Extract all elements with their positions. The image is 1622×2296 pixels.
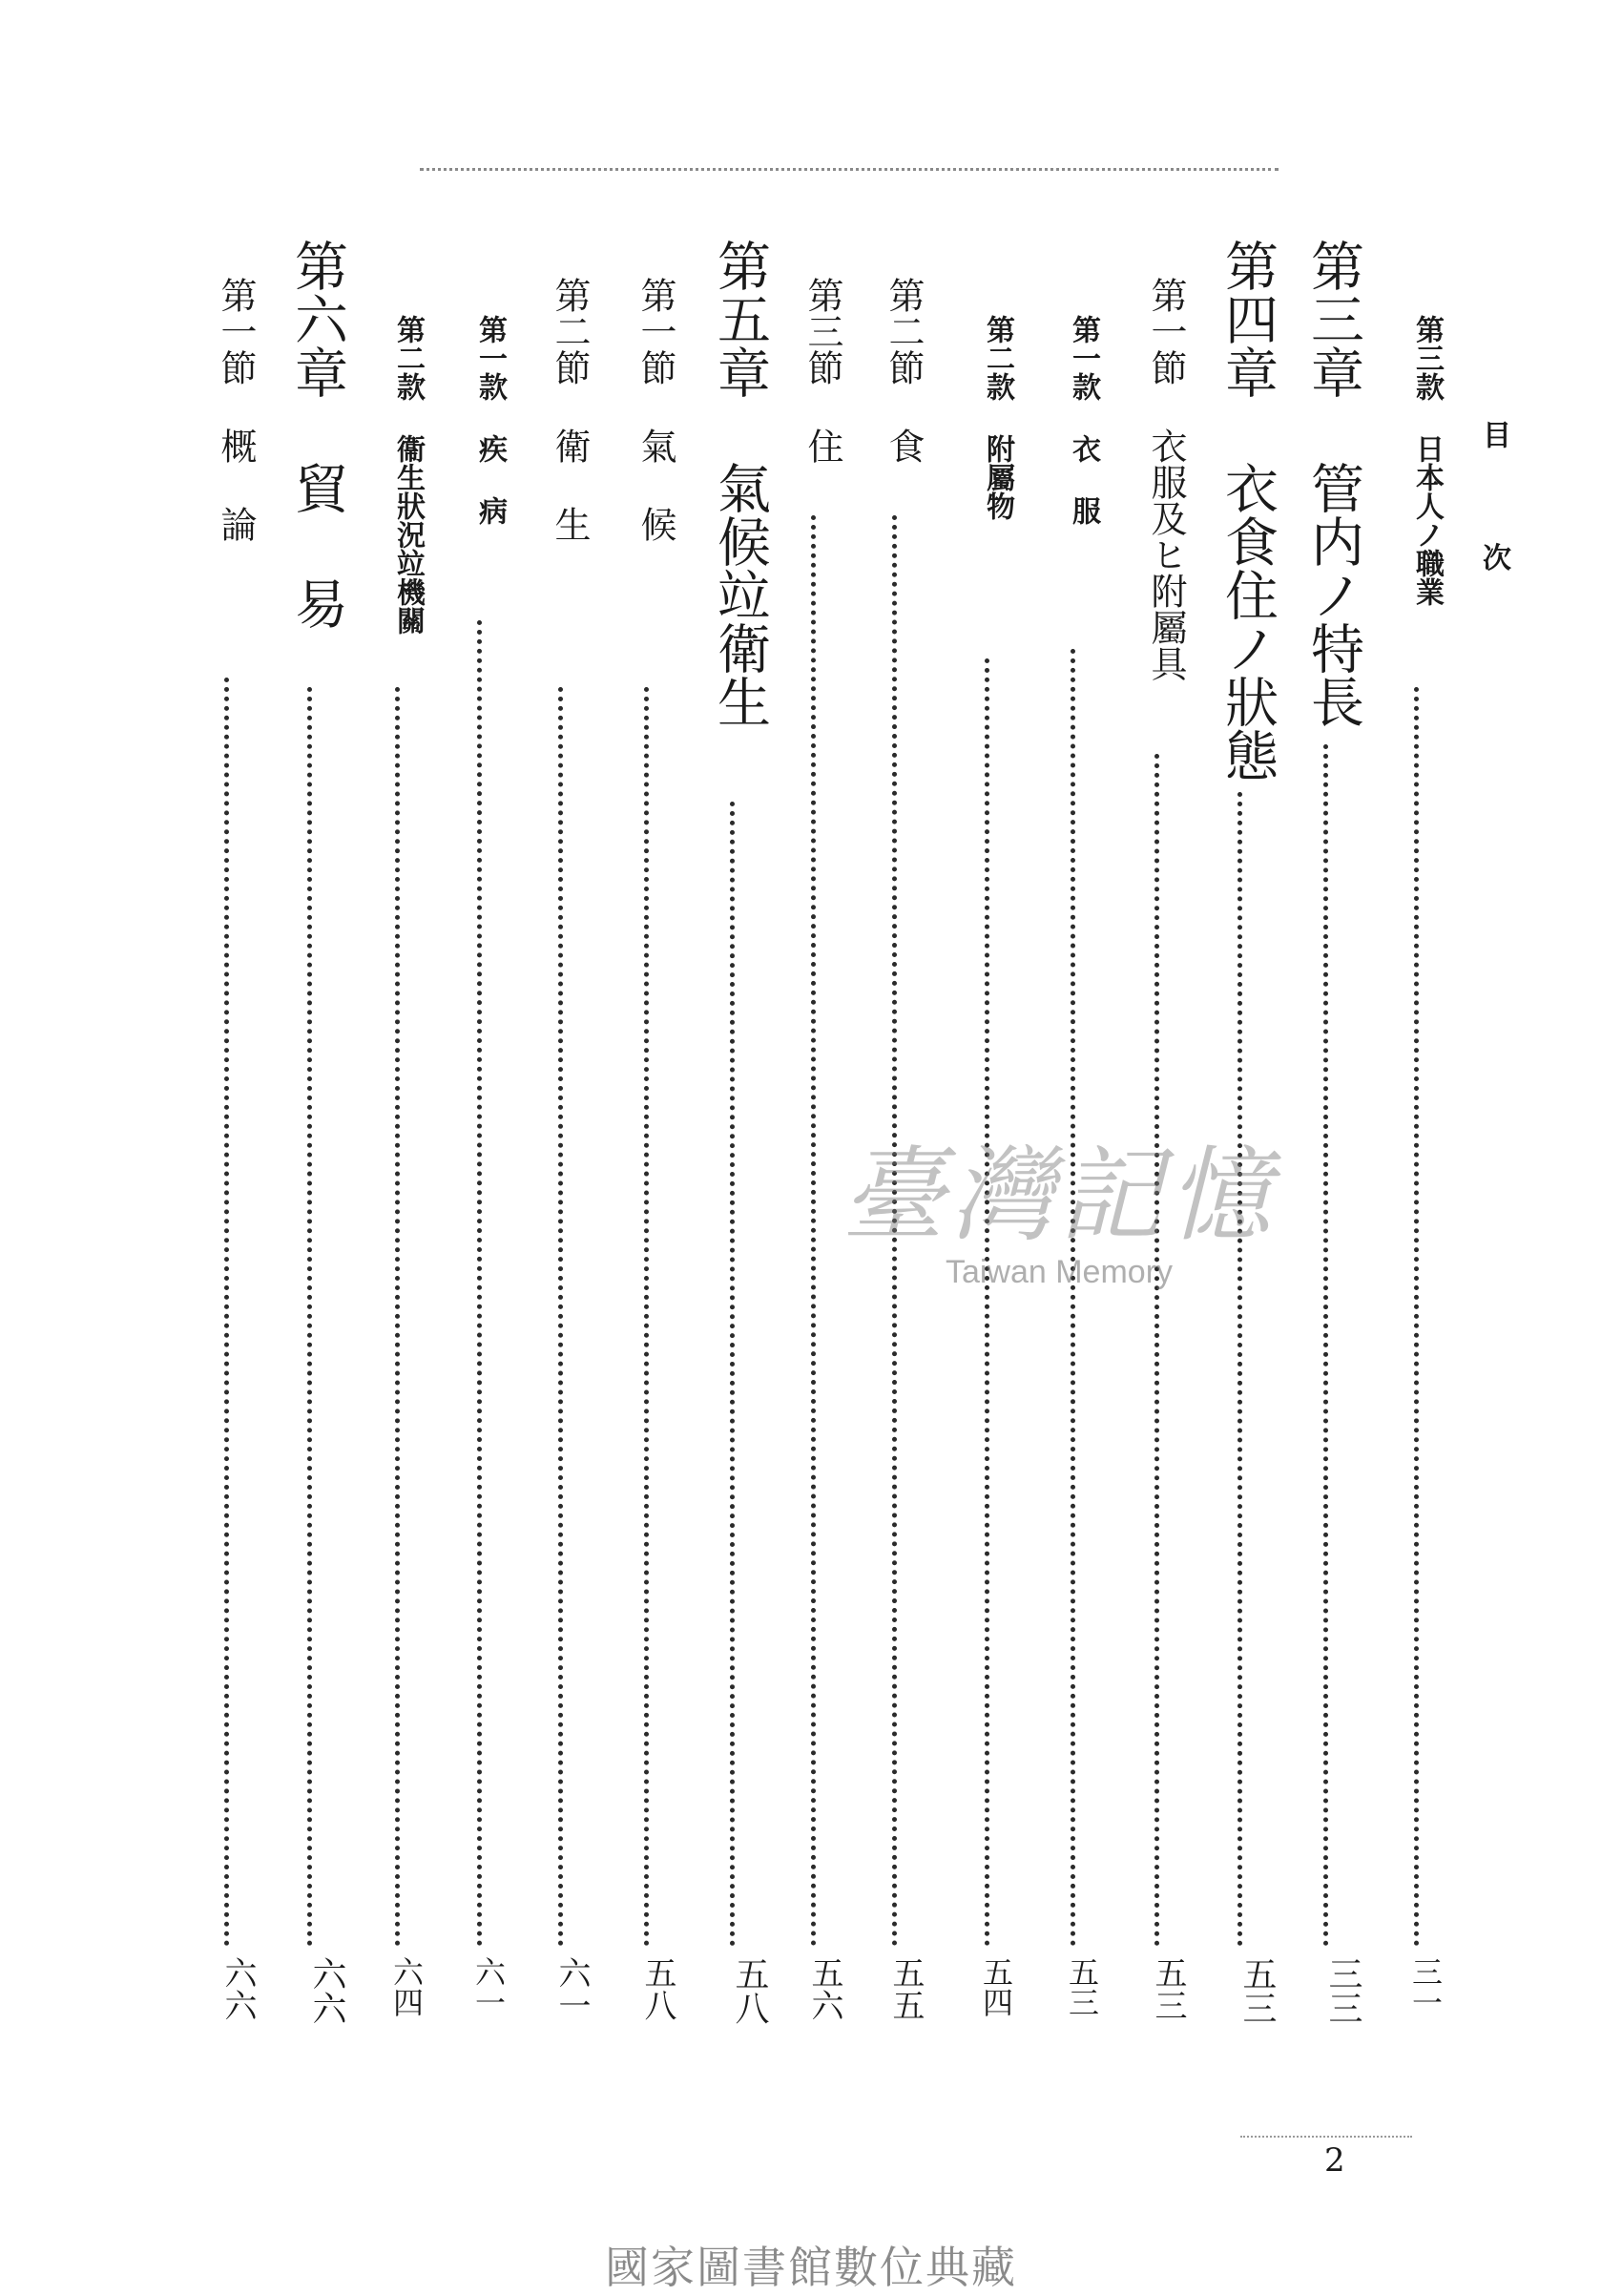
toc-entry-page: 五五 [886, 1956, 925, 2021]
page-number: 2 [1324, 2141, 1345, 2180]
toc-entry-page: 五八 [730, 1956, 769, 2025]
watermark-en-text: Taiwan Memory [945, 1254, 1174, 1290]
dot-leader [395, 687, 400, 1947]
toc-entry-label: 第三款 日本人ノ職業 [1410, 315, 1444, 606]
dot-leader [307, 687, 312, 1947]
toc-entry [456, 0, 507, 2290]
bottom-dotted-rule [1240, 2136, 1412, 2138]
taiwan-memory-watermark [811, 1137, 1307, 1307]
dot-leader [558, 687, 563, 1947]
toc-entry-label: 第一款 疾 病 [473, 315, 507, 525]
dot-leader [1323, 744, 1328, 1947]
toc-entry-label: 第一節 氣 候 [634, 277, 676, 542]
toc-entry-label: 第二節 食 [883, 277, 925, 464]
toc-entry-label: 第一節 衣服及ヒ附屬具 [1145, 277, 1187, 681]
toc-entry-page: 六四 [388, 1956, 425, 2017]
dot-leader [730, 802, 735, 1947]
toc-entry [620, 0, 674, 2290]
toc-entry [374, 0, 425, 2290]
toc-entry-label: 第二節 衛 生 [549, 277, 591, 542]
toc-entry [277, 0, 348, 2290]
toc-entry [200, 0, 257, 2290]
toc-entry [1393, 0, 1444, 2290]
dot-leader [1154, 754, 1159, 1947]
toc-entry [699, 0, 771, 2290]
toc-entry-label: 第六章 貿 易 [286, 239, 348, 630]
watermark-cjk-text: 臺灣記憶 [841, 1137, 1277, 1256]
toc-entry-page: 五三 [1237, 1956, 1277, 2025]
toc-entry-page: 五三 [1149, 1956, 1187, 2021]
toc-entry-label: 第一款 衣 服 [1067, 315, 1100, 525]
toc-entry [534, 0, 591, 2290]
toc-entry-page: 五六 [805, 1956, 843, 2021]
dot-leader [1414, 687, 1419, 1947]
toc-entry-label: 第三節 住 [801, 277, 843, 464]
toc-entry-page: 五八 [638, 1956, 676, 2021]
toc-entry-page: 五四 [978, 1956, 1014, 2017]
toc-entry-label: 第二款 附屬物 [981, 315, 1014, 520]
dot-leader [224, 678, 229, 1947]
toc-entry-label: 第四章 衣食住ノ狀態 [1216, 239, 1279, 782]
library-credit: 國家圖書館數位典藏 [605, 2242, 1017, 2293]
toc-entry-page: 六六 [307, 1956, 346, 2025]
toc-entry-label: 第三章 管内ノ特長 [1302, 239, 1364, 728]
toc-entry-page: 三一 [1407, 1956, 1444, 2017]
dot-leader [1237, 792, 1242, 1947]
toc-entry-page: 五三 [1064, 1956, 1100, 2017]
toc-entry-page: 六一 [470, 1956, 507, 2017]
toc-entry-page: 六一 [552, 1956, 591, 2021]
dot-leader [644, 687, 649, 1947]
toc-entry-page: 三三 [1323, 1956, 1362, 2025]
running-head: 目 次 [1477, 420, 1510, 614]
toc-entry-label: 第五章 氣候竝衛生 [709, 239, 771, 728]
toc-entry-page: 六六 [218, 1956, 257, 2021]
toc-entry-label: 第二款 衞生狀況竝機關 [391, 315, 425, 635]
toc-entry-label: 第一節 概 論 [215, 277, 257, 542]
dot-leader [477, 620, 482, 1947]
